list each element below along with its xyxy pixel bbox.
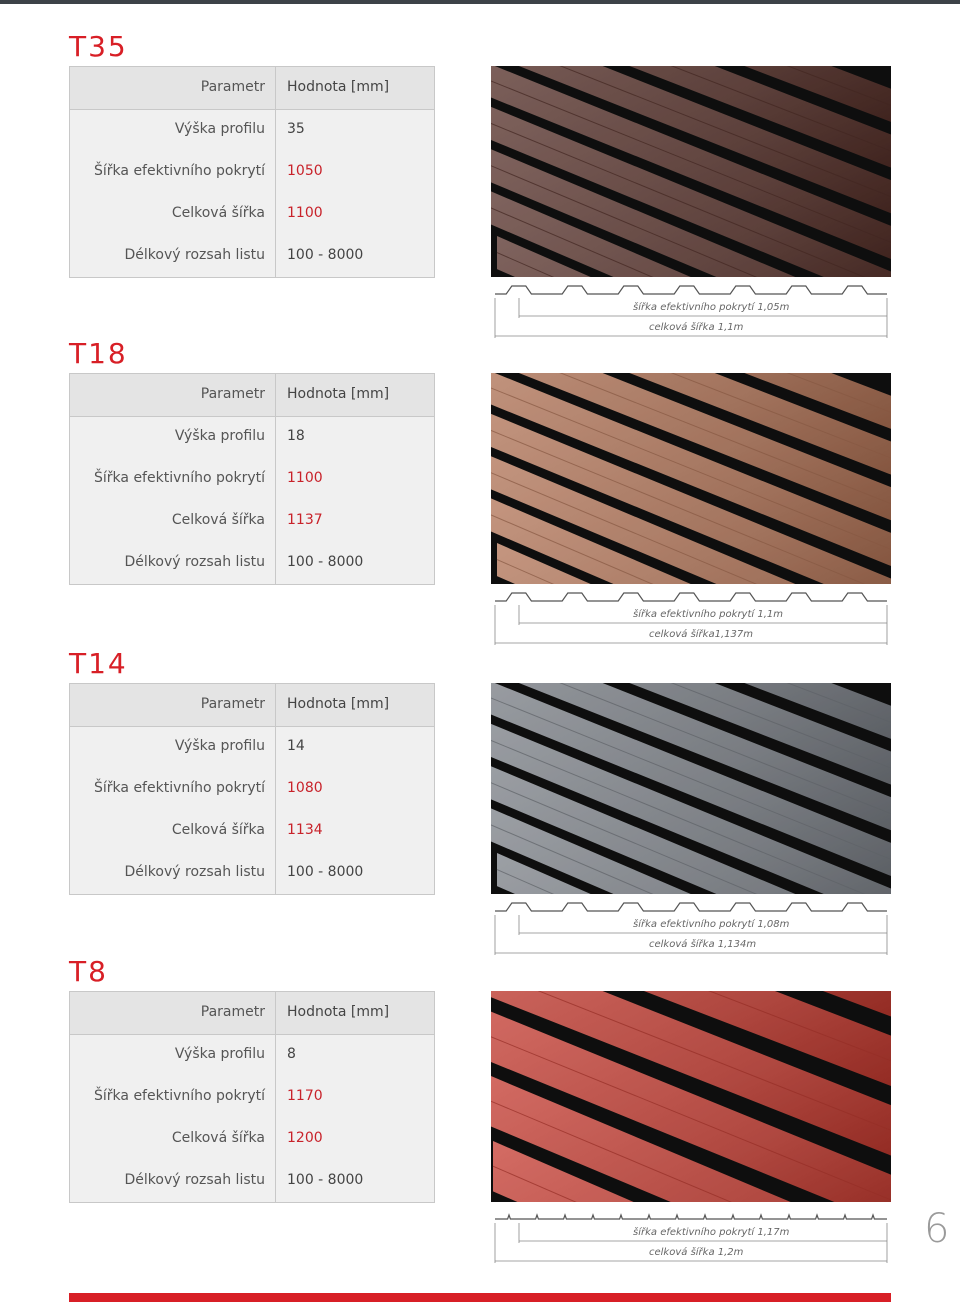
spec-row bbox=[70, 768, 434, 810]
top-bar bbox=[0, 0, 960, 4]
dimension-effective-width: šířka efektivního pokrytí 1,08m bbox=[633, 919, 790, 930]
header-param: Parametr bbox=[200, 386, 265, 402]
spec-label: Celková šířka bbox=[171, 1130, 265, 1146]
spec-value: 100 - 8000 bbox=[287, 247, 364, 263]
spec-label: Šířka efektivního pokrytí bbox=[94, 1088, 265, 1104]
product-title: T8 bbox=[69, 955, 108, 988]
spec-row bbox=[70, 852, 434, 894]
spec-value: 18 bbox=[287, 428, 305, 444]
spec-row bbox=[70, 458, 434, 500]
spec-label: Délkový rozsah listu bbox=[124, 864, 265, 880]
spec-value: 1100 bbox=[287, 205, 323, 221]
profile-photo bbox=[491, 991, 891, 1202]
profile-dimensions bbox=[491, 901, 891, 971]
spec-row bbox=[70, 810, 434, 852]
spec-row bbox=[70, 542, 434, 584]
dimension-total-width: celková šířka 1,1m bbox=[649, 322, 744, 333]
spec-value: 100 - 8000 bbox=[287, 1172, 364, 1188]
dimension-effective-width: šířka efektivního pokrytí 1,05m bbox=[633, 302, 790, 313]
spec-table-header bbox=[70, 992, 434, 1035]
spec-row bbox=[70, 1118, 434, 1160]
spec-value: 8 bbox=[287, 1046, 296, 1062]
spec-row bbox=[70, 1034, 434, 1076]
page-number: 6 bbox=[924, 1206, 950, 1252]
product-title: T18 bbox=[69, 337, 128, 370]
spec-label: Výška profilu bbox=[174, 1046, 265, 1062]
spec-row bbox=[70, 193, 434, 235]
spec-row bbox=[70, 151, 434, 193]
profile-photo bbox=[491, 373, 891, 584]
header-param: Parametr bbox=[200, 79, 265, 95]
dimension-effective-width: šířka efektivního pokrytí 1,17m bbox=[633, 1227, 790, 1238]
profile-photo bbox=[491, 683, 891, 894]
spec-table bbox=[69, 683, 435, 895]
header-value: Hodnota [mm] bbox=[287, 386, 390, 402]
header-value: Hodnota [mm] bbox=[287, 79, 390, 95]
spec-value: 1200 bbox=[287, 1130, 323, 1146]
dimension-effective-width: šířka efektivního pokrytí 1,1m bbox=[633, 609, 783, 620]
spec-label: Výška profilu bbox=[174, 428, 265, 444]
spec-value: 1100 bbox=[287, 470, 323, 486]
spec-label: Šířka efektivního pokrytí bbox=[94, 163, 265, 179]
spec-value: 1137 bbox=[287, 512, 323, 528]
spec-row bbox=[70, 1076, 434, 1118]
header-param: Parametr bbox=[200, 1004, 265, 1020]
spec-label: Výška profilu bbox=[174, 121, 265, 137]
spec-value: 1080 bbox=[287, 780, 323, 796]
spec-row bbox=[70, 109, 434, 151]
spec-row bbox=[70, 1160, 434, 1202]
column-divider bbox=[275, 684, 276, 894]
dimension-total-width: celková šířka 1,134m bbox=[649, 939, 757, 950]
profile-dimensions bbox=[491, 1209, 891, 1279]
spec-label: Celková šířka bbox=[171, 822, 265, 838]
spec-value: 1170 bbox=[287, 1088, 323, 1104]
dimension-total-width: celková šířka 1,2m bbox=[649, 1247, 744, 1258]
header-value: Hodnota [mm] bbox=[287, 696, 390, 712]
spec-label: Šířka efektivního pokrytí bbox=[94, 470, 265, 486]
spec-label: Délkový rozsah listu bbox=[124, 1172, 265, 1188]
dimension-total-width: celková šířka1,137m bbox=[649, 629, 753, 640]
spec-value: 14 bbox=[287, 738, 305, 754]
header-param: Parametr bbox=[200, 696, 265, 712]
spec-table bbox=[69, 991, 435, 1203]
column-divider bbox=[275, 992, 276, 1202]
spec-row bbox=[70, 726, 434, 768]
spec-row bbox=[70, 500, 434, 542]
column-divider bbox=[275, 67, 276, 277]
spec-table bbox=[69, 66, 435, 278]
spec-label: Celková šířka bbox=[171, 205, 265, 221]
spec-label: Šířka efektivního pokrytí bbox=[94, 780, 265, 796]
product-title: T35 bbox=[69, 30, 128, 63]
spec-row bbox=[70, 235, 434, 277]
spec-label: Délkový rozsah listu bbox=[124, 554, 265, 570]
spec-value: 35 bbox=[287, 121, 305, 137]
column-divider bbox=[275, 374, 276, 584]
profile-dimensions bbox=[491, 284, 891, 354]
spec-label: Celková šířka bbox=[171, 512, 265, 528]
spec-value: 1050 bbox=[287, 163, 323, 179]
bottom-accent-bar bbox=[69, 1293, 891, 1302]
spec-row bbox=[70, 416, 434, 458]
spec-value: 100 - 8000 bbox=[287, 864, 364, 880]
spec-label: Výška profilu bbox=[174, 738, 265, 754]
profile-photo bbox=[491, 66, 891, 277]
spec-value: 100 - 8000 bbox=[287, 554, 364, 570]
spec-table-header bbox=[70, 374, 434, 417]
spec-label: Délkový rozsah listu bbox=[124, 247, 265, 263]
spec-value: 1134 bbox=[287, 822, 323, 838]
spec-table-header bbox=[70, 67, 434, 110]
profile-dimensions bbox=[491, 591, 891, 661]
spec-table-header bbox=[70, 684, 434, 727]
spec-table bbox=[69, 373, 435, 585]
product-title: T14 bbox=[69, 647, 128, 680]
header-value: Hodnota [mm] bbox=[287, 1004, 390, 1020]
